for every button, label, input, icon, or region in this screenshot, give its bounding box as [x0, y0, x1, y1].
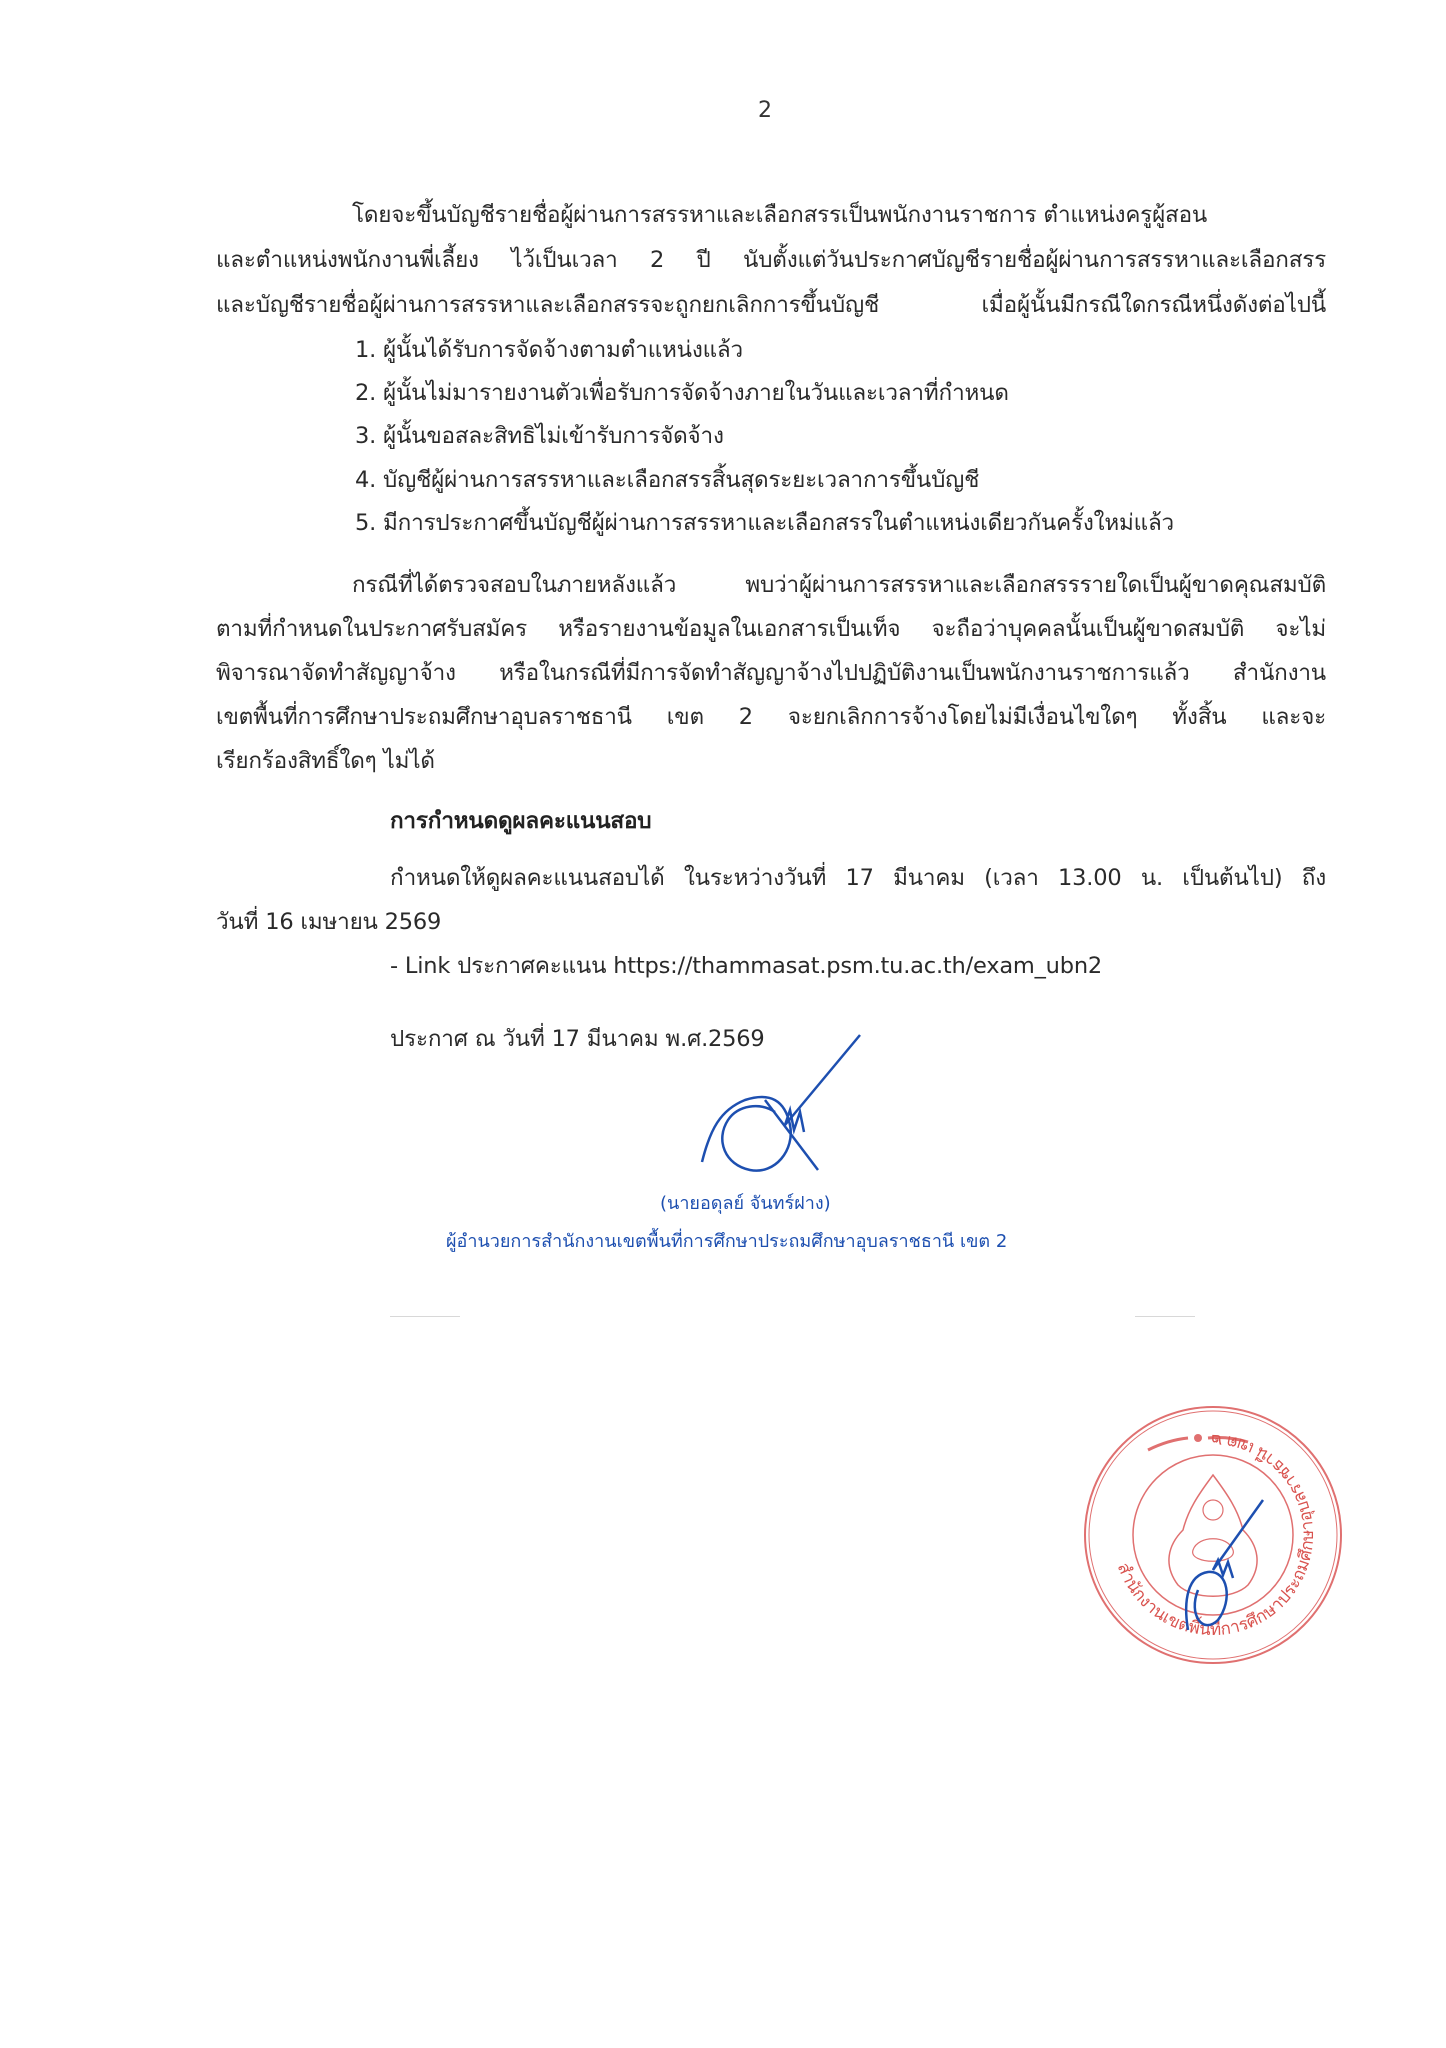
signatory-title: ผู้อำนวยการสำนักงานเขตพื้นที่การศึกษาประถมศึกษาอุบลราชธานี เขต 2 — [446, 1231, 1008, 1252]
official-seal-icon — [1078, 1400, 1348, 1670]
announcement-date: ประกาศ ณ วันที่ 17 มีนาคม พ.ศ.2569 — [390, 1026, 765, 1052]
paragraph2-line-4: เขตพื้นที่การศึกษาประถมศึกษาอุบลราชธานี เขต 2 จะยกเลิกการจ้างโดยไม่มีเงื่อนไขใดๆ ทั้งสิ้น และจะ — [216, 704, 1326, 730]
paragraph1-line-2: และตำแหน่งพนักงานพี่เลี้ยง ไว้เป็นเวลา 2 ปี นับตั้งแต่วันประกาศบัญชีรายชื่อผู้ผ่านการสรรหาและเลือกสรร — [216, 247, 1326, 273]
results-heading: การกำหนดดูผลคะแนนสอบ — [390, 808, 652, 834]
condition-item-3: 3. ผู้นั้นขอสละสิทธิไม่เข้ารับการจัดจ้าง — [355, 423, 724, 449]
results-link-line: - Link ประกาศคะแนน https://thammasat.psm.tu.ac.th/exam_ubn2 — [390, 953, 1102, 979]
results-line-2: วันที่ 16 เมษายน 2569 — [216, 909, 442, 935]
condition-item-2: 2. ผู้นั้นไม่มารายงานตัวเพื่อรับการจัดจ้างภายในวันและเวลาที่กำหนด — [355, 380, 1009, 406]
page-number: 2 — [758, 98, 772, 123]
svg-text:สำนักงานเขตพื้นที่การศึกษาประถ: สำนักงานเขตพื้นที่การศึกษาประถมศึกษาอุบลราชธานี เขต ๒ — [1112, 1429, 1319, 1641]
scan-artifact-line — [1135, 1316, 1195, 1317]
paragraph2-line-1: กรณีที่ได้ตรวจสอบในภายหลังแล้ว พบว่าผู้ผ่านการสรรหาและเลือกสรรรายใดเป็นผู้ขาดคุณสมบัติ — [352, 572, 1326, 598]
paragraph1-line-3: และบัญชีรายชื่อผู้ผ่านการสรรหาและเลือกสรรจะถูกยกเลิกการขึ้นบัญชี เมื่อผู้นั้นมีกรณีใดกรณีหนึ่งดังต่อไปนี้ — [216, 292, 1326, 318]
paragraph1-line-1: โดยจะขึ้นบัญชีรายชื่อผู้ผ่านการสรรหาและเลือกสรรเป็นพนักงานราชการ ตำแหน่งครูผู้สอน — [352, 202, 1208, 228]
condition-item-5: 5. มีการประกาศขึ้นบัญชีผู้ผ่านการสรรหาและเลือกสรรในตำแหน่งเดียวกันครั้งใหม่แล้ว — [355, 510, 1174, 536]
condition-item-4: 4. บัญชีผู้ผ่านการสรรหาและเลือกสรรสิ้นสุดระยะเวลาการขึ้นบัญชี — [355, 467, 980, 493]
signatory-name: (นายอดุลย์ จันทร์ฝาง) — [660, 1193, 831, 1214]
signature-icon — [690, 1030, 890, 1180]
paragraph2-line-2: ตามที่กำหนดในประกาศรับสมัคร หรือรายงานข้อมูลในเอกสารเป็นเท็จ จะถือว่าบุคคลนั้นเป็นผู้ขาดสมบัติ จะไม่ — [216, 616, 1326, 642]
condition-item-1: 1. ผู้นั้นได้รับการจัดจ้างตามตำแหน่งแล้ว — [355, 337, 743, 363]
results-line-1: กำหนดให้ดูผลคะแนนสอบได้ ในระหว่างวันที่ 17 มีนาคม (เวลา 13.00 น. เป็นต้นไป) ถึง — [390, 865, 1326, 891]
scan-artifact-line — [390, 1316, 460, 1317]
paragraph2-line-5: เรียกร้องสิทธิ์ใดๆ ไม่ได้ — [216, 748, 435, 774]
paragraph2-line-3: พิจารณาจัดทำสัญญาจ้าง หรือในกรณีที่มีการจัดทำสัญญาจ้างไปปฏิบัติงานเป็นพนักงานราชการแล้ว สำนักงาน — [216, 660, 1326, 686]
